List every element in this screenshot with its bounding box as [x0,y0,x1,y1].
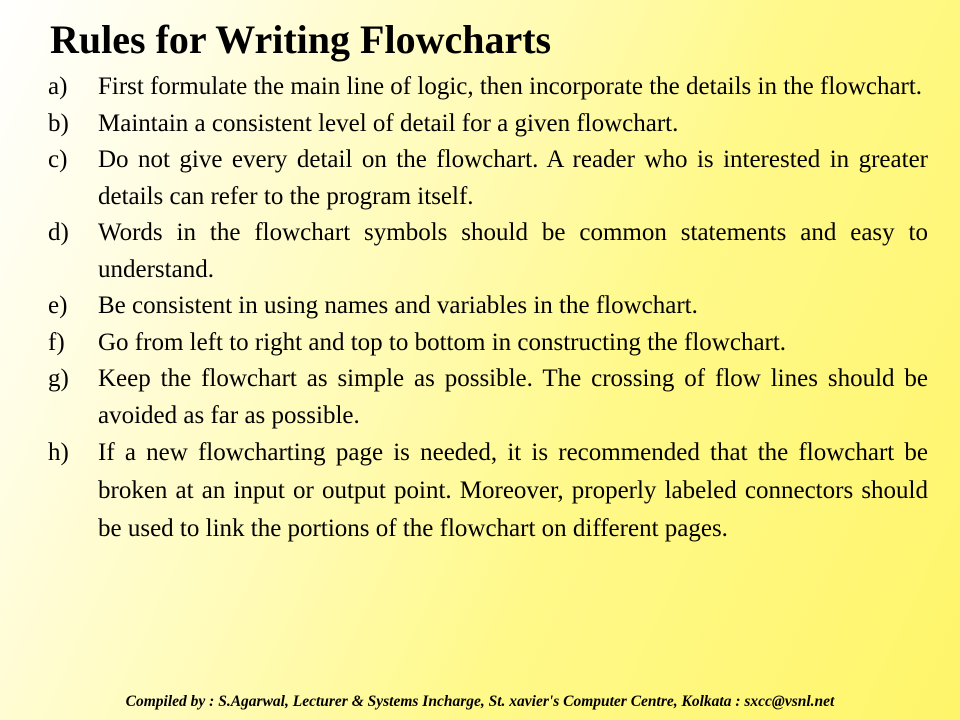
rule-text: Do not give every detail on the flowchart. A reader who is interested in greater details can refer to the program itself. [98,146,928,210]
rule-marker: e) [48,292,68,319]
rule-text: Keep the flowchart as simple as possible. The crossing of flow lines should be avoided as far as possible. [98,365,928,429]
rule-item-g [48,361,928,434]
rule-item-b [48,106,928,143]
rule-text: Maintain a consistent level of detail for a given flowchart. [98,109,679,137]
rule-marker: c) [48,146,68,173]
rule-item-a [48,69,928,106]
rule-marker: h) [48,439,69,466]
rule-text: Go from left to right and top to bottom in constructing the flowchart. [98,328,787,356]
rule-marker: d) [48,219,69,246]
rule-item-c [48,142,928,215]
rule-marker: f) [48,328,65,356]
rule-item-h [48,434,928,548]
rule-text: If a new flowcharting page is needed, it is recommended that the flowchart be broken at an input or output point. Moreover, properly labeled connectors should be used to link the portions of the flowchart on different pages. [98,439,928,542]
rule-item-e [48,288,928,325]
rule-text: First formulate the main line of logic, then incorporate the details in the flowchart. [98,73,923,100]
rules-list [48,69,928,548]
rule-marker: a) [48,73,68,100]
rule-item-d [48,215,928,288]
rule-item-f [48,325,928,362]
rule-text: Words in the flowchart symbols should be common statements and easy to understand. [98,219,928,283]
footer-credit: Compiled by : S.Agarwal, Lecturer & Systems Incharge, St. xavier's Computer Centre, Kolkata : sxcc@vsnl.net [125,693,835,710]
rule-marker: g) [48,365,69,392]
rule-text: Be consistent in using names and variables in the flowchart. [98,292,698,319]
rule-marker: b) [48,109,69,137]
slide-title: Rules for Writing Flowcharts [50,17,552,62]
